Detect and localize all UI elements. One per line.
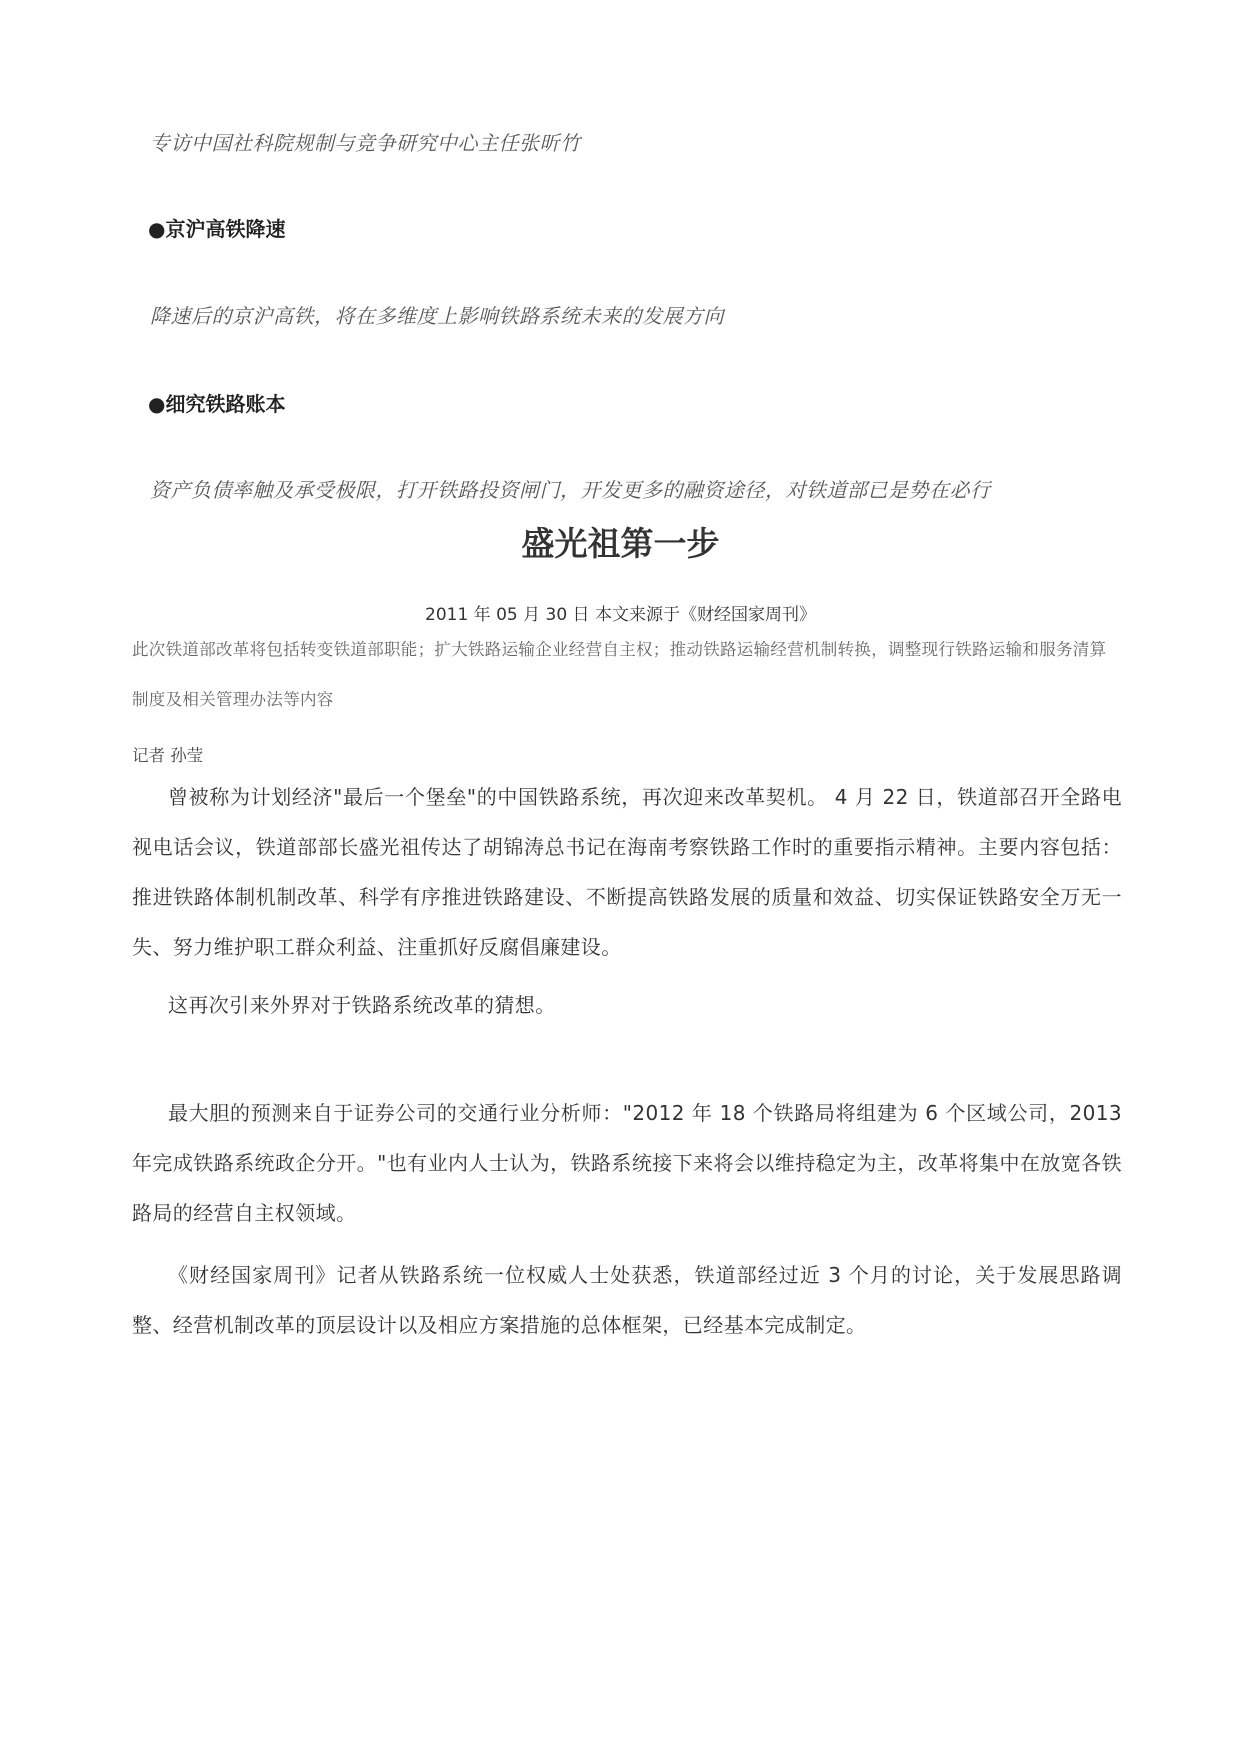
article-author: 记者 孙莹 xyxy=(132,746,204,765)
section-heading: ●细究铁路账本 xyxy=(148,392,286,416)
section-summary: 降速后的京沪高铁，将在多维度上影响铁路系统未来的发展方向 xyxy=(150,304,724,328)
article-paragraph: 曾被称为计划经济"最后一个堡垒"的中国铁路系统，再次迎来改革契机。 4 月 22 日，铁道部召开全路电视电话会议，铁道部部长盛光祖传达了胡锦涛总书记在海南考察铁路工作时的重要指示精神。主要内容包括：推进铁路体制机制改革、科学有序推进铁路建设、不断提高铁路发展的质量和效益、切实保证铁路安全万无一失、努力维护职工群众利益、注重抓好反腐倡廉建设。 xyxy=(132,785,1122,959)
article-paragraph: 最大胆的预测来自于证券公司的交通行业分析师："2012 年 18 个铁路局将组建为 6 个区域公司，2013 年完成铁路系统政企分开。"也有业内人士认为，铁路系统接下来将会以维持稳定为主，改革将集中在放宽各铁路局的经营自主权领域。 xyxy=(132,1101,1122,1225)
article-paragraph: 《财经国家周刊》记者从铁路系统一位权威人士处获悉，铁道部经过近 3 个月的讨论，关于发展思路调整、经营机制改革的顶层设计以及相应方案措施的总体框架，已经基本完成制定。 xyxy=(132,1263,1122,1337)
article-paragraph: 这再次引来外界对于铁路系统改革的猜想。 xyxy=(168,993,556,1017)
interview-line: 专访中国社科院规制与竞争研究中心主任张昕竹 xyxy=(150,131,581,155)
section-heading: ●京沪高铁降速 xyxy=(148,217,286,241)
article-title: 盛光祖第一步 xyxy=(521,524,720,563)
article-meta: 2011 年 05 月 30 日 本文来源于《财经国家周刊》 xyxy=(425,605,816,625)
section-summary: 资产负债率触及承受极限，打开铁路投资闸门，开发更多的融资途径，对铁道部已是势在必行 xyxy=(150,478,991,502)
article-summary: 此次铁道部改革将包括转变铁道部职能；扩大铁路运输企业经营自主权；推动铁路运输经营机制转换，调整现行铁路运输和服务清算制度及相关管理办法等内容 xyxy=(132,640,1107,709)
